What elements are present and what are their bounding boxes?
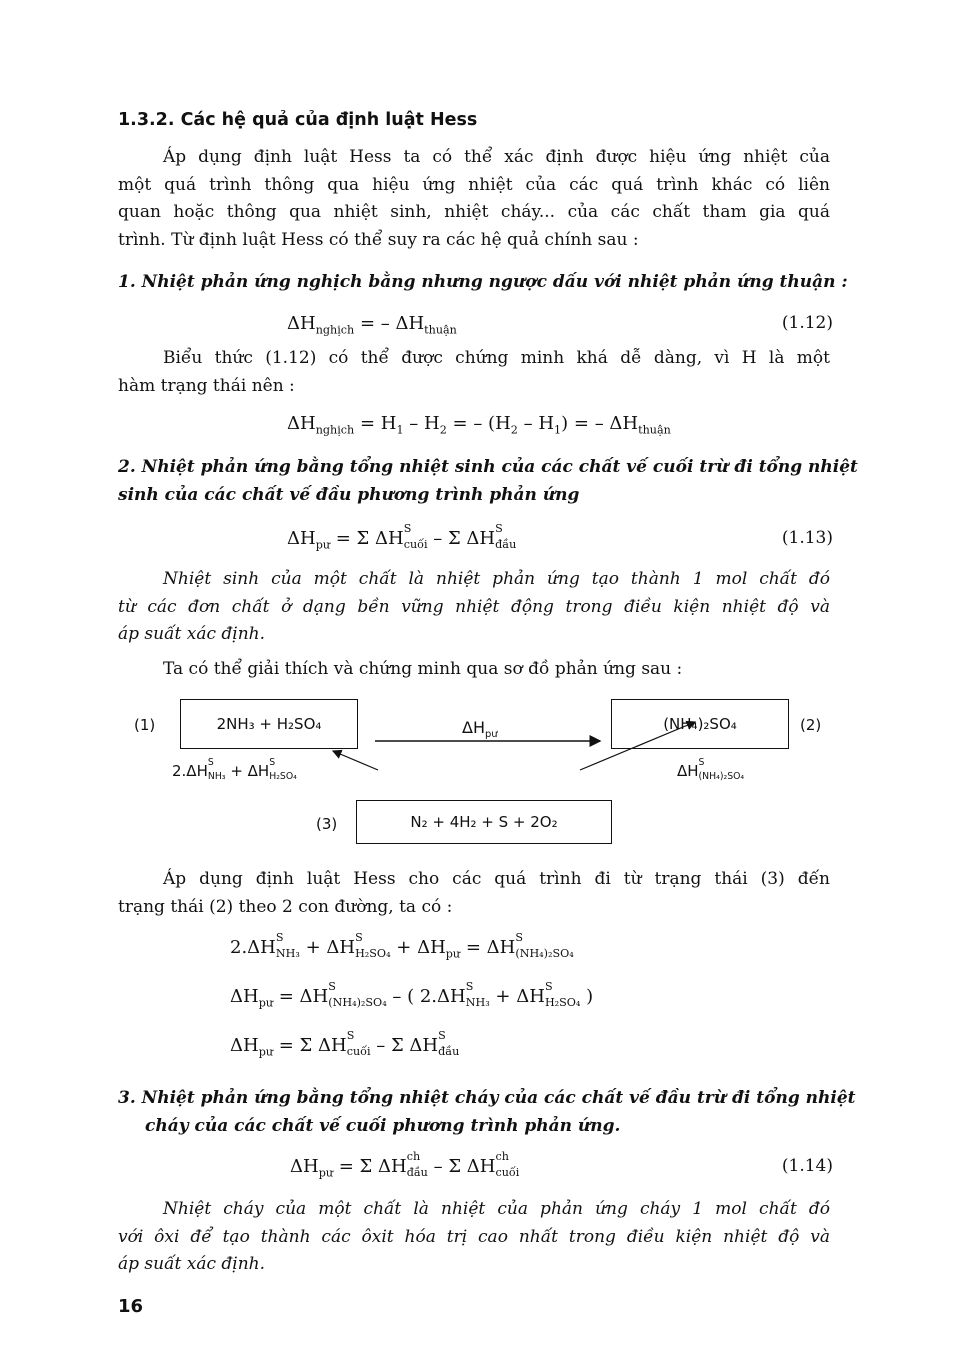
title-line: sinh của các chất vế đầu phương trình phản ứng [118, 484, 580, 505]
paragraph-line: Áp dụng định luật Hess ta có thể xác định được hiệu ứng nhiệt của [163, 147, 830, 167]
equation-number: (1.14) [781, 1156, 833, 1176]
paragraph-line: trình. Từ định luật Hess có thể suy ra các hệ quả chính sau : [118, 229, 639, 250]
state-label-3: (3) [316, 815, 338, 833]
item1-title: 1. Nhiệt phản ứng nghịch bằng nhưng ngược dấu với nhiệt phản ứng thuận : [118, 272, 848, 292]
page-number: 16 [118, 1296, 144, 1317]
title-line: cháy của các chất vế cuối phương trình phản ứng. [145, 1116, 621, 1136]
paragraph-line: Áp dụng định luật Hess cho các quá trình đi từ trạng thái (3) đến [163, 869, 830, 889]
right-formation-label: ΔH S $_{(NH_4)_2SO_4}$ [677, 756, 745, 783]
arrow-label-dh: $\Delta H_{pư}$ [462, 718, 498, 741]
paragraph-line: quan hoặc thông qua nhiệt sinh, nhiệt cháy... của các chất tham gia quá [118, 202, 830, 222]
item3-title [118, 1084, 856, 1140]
paragraph-line: áp suất xác định. [118, 624, 266, 644]
paragraph-line: Biểu thức (1.12) có thể được chứng minh khá dễ dàng, vì H là một [163, 348, 830, 368]
paragraph-line: Nhiệt sinh của một chất là nhiệt phản ứng tạo thành 1 mol chất đó [163, 569, 830, 589]
equation-number: (1.12) [781, 313, 833, 333]
equation-state-function: $\Delta H_{nghịch} = H_1 - H_2$ = – $(H_2 - H_1)$ = – $\Delta H_{thuận}$ [287, 413, 671, 437]
title-line: 3. Nhiệt phản ứng bằng tổng nhiệt cháy của các chất vế đầu trừ đi tổng nhiệt [118, 1088, 856, 1108]
title-line: 2. Nhiệt phản ứng bằng tổng nhiệt sinh của các chất vế cuối trừ đi tổng nhiệt [118, 457, 858, 477]
paragraph-line: trạng thái (2) theo 2 con đường, ta có : [118, 896, 453, 917]
equation-number: (1.13) [781, 528, 833, 548]
section-title: 1.3.2. Các hệ quả của định luật Hess [118, 110, 478, 130]
paragraph-line: áp suất xác định. [118, 1254, 266, 1274]
derivation-line-3: $\Delta H_{pư} = \Sigma$ ΔH S $_{cuối}$ – Σ ΔH S $_{đầu}$ [230, 1028, 460, 1059]
box-elements: N₂ + 4H₂ + S + 2O₂ [356, 800, 612, 844]
box-product: (NH₄)₂SO₄ [611, 699, 789, 749]
arrow-to-reactants [333, 751, 378, 770]
derivation-line-2: $\Delta H_{pư} = \Delta H$ S $_{(NH_4)_2SO_4}$ – ( 2.ΔH S $_{NH_3}$ + ΔH S $_{H_2SO_4}$ ) [230, 979, 594, 1010]
box-reactants: 2NH₃ + H₂SO₄ [180, 699, 358, 749]
equation-1-13: $\Delta H_{pư} = \Sigma$ ΔH S $_{cuối}$ – Σ ΔH S $_{đầu}$ [287, 521, 517, 552]
equation-1-14: $\Delta H_{pư} = \Sigma$ ΔH ch $_{đầu}$ – Σ ΔH ch $_{cuối}$ [290, 1149, 520, 1180]
paragraph-line: hàm trạng thái nên : [118, 375, 295, 396]
paragraph-line: với ôxi để tạo thành các ôxit hóa trị cao nhất trong điều kiện nhiệt độ và [118, 1226, 830, 1247]
paragraph-line: một quá trình thông qua hiệu ứng nhiệt của các quá trình khác có liên [118, 174, 830, 195]
paragraph-line: Ta có thể giải thích và chứng minh qua sơ đồ phản ứng sau : [163, 659, 683, 679]
left-formation-label: 2.ΔH S $_{NH_3}$ + ΔH S $_{H_2SO_4}$ [172, 756, 297, 783]
definition-heat-of-combustion [118, 1196, 830, 1279]
paragraph-line: từ các đơn chất ở dạng bền vững nhiệt động trong điều kiện nhiệt độ và [118, 596, 830, 617]
equation-1-12: $\Delta H_{nghịch}$ = – $\Delta H_{thuận}$ [287, 313, 457, 337]
derivation-line-1: 2.ΔH S $_{NH_3}$ + ΔH S $_{H_2SO_4} + \Delta H_{pư} = \Delta H$ S $_{(NH_4)_2SO_4}$ [230, 930, 574, 961]
paragraph-line: Nhiệt cháy của một chất là nhiệt của phản ứng cháy 1 mol chất đó [163, 1199, 830, 1219]
apply-paragraph [118, 866, 830, 921]
state-label-1: (1) [134, 716, 156, 734]
state-label-2: (2) [800, 716, 822, 734]
